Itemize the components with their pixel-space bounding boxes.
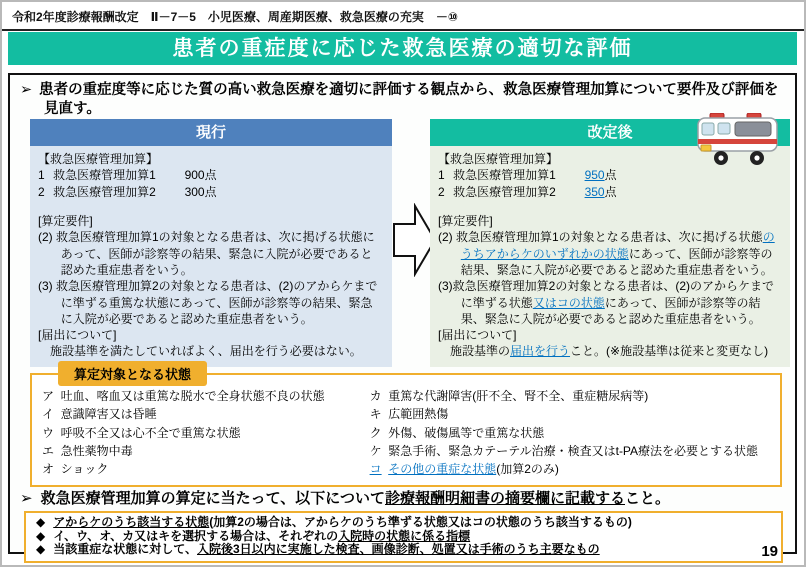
state-ko-highlight: [370, 462, 497, 476]
requirement-3-text: にあって、医師が診察等の結果、緊急に入院が必要であると認めた重症患者をいう。: [460, 295, 761, 326]
intro-bullet: [20, 81, 787, 119]
fee-row: [438, 167, 782, 183]
states-column-right: [370, 387, 770, 479]
notification-title: [届出について]: [38, 328, 117, 343]
fee-points-revised: 950: [584, 168, 605, 183]
record-bullet: [20, 487, 787, 508]
states-columns: [42, 387, 770, 479]
state-key: エ: [42, 444, 55, 459]
record-bullet-underline: 診療報酬明細書の摘要欄に記載する: [384, 490, 625, 507]
spacer: [38, 200, 384, 213]
record-item-post: (加算2の場合は、アからケのうち準ずる状態又はコの状態のうち該当するもの): [209, 515, 632, 529]
state-item: [370, 387, 770, 405]
state-text: 急性薬物中毒: [60, 444, 133, 459]
record-items-box: [24, 511, 783, 563]
ambulance-icon: [697, 113, 779, 167]
fee-no: 2: [38, 184, 45, 199]
revised-panel-body: [430, 146, 790, 367]
record-item-pre: 当該重症な状態に対して、: [53, 542, 197, 557]
state-text: 外傷、破傷風等で重篤な状態: [388, 425, 545, 440]
requirement-3-text: (3)救急医療管理加算2の対象となる患者は、(2)のアからケまでに準ずる状態: [438, 279, 775, 310]
state-ko-suffix: (加算2のみ): [496, 462, 559, 477]
intro-text: 患者の重症度等に応じた質の高い救急医療を適切に評価する観点から、救急医療管理加算について要件及び評価を見直す。: [39, 82, 779, 117]
state-item: [42, 424, 370, 442]
state-key: イ: [42, 407, 55, 422]
state-item: [370, 424, 770, 442]
state-text: 緊急手術、緊急カテーテル治療・検査又はt-PA療法を必要とする状態: [388, 444, 759, 459]
fee-label: 救急医療管理加算1: [53, 168, 156, 183]
current-panel-body: [30, 146, 392, 367]
requirement-2: (2) 救急医療管理加算1の対象となる患者は、次に掲げる状態にあって、医師が診察等の結果、緊急に入院が必要であると認めた重症患者をいう。: [38, 230, 375, 277]
state-item: [370, 405, 770, 423]
record-item: [36, 516, 771, 530]
notification-post: こと。(※施設基準は従来と変更なし): [570, 344, 769, 359]
fee-row: [38, 167, 384, 183]
current-panel-header: 現行: [30, 119, 392, 146]
notification-title: [届出について]: [438, 328, 517, 343]
diamond-icon: ◆: [36, 515, 46, 529]
requirement-3-highlight: 又はコの状態: [532, 295, 605, 310]
document-header: 令和2年度診療報酬改定 Ⅱ－7－5 小児医療、周産期医療、救急医療の充実 －⑩: [12, 10, 459, 24]
state-item: [42, 442, 370, 460]
record-item-underline: 入院時の状態に係る指標: [338, 528, 471, 543]
notification-highlight: 届出を行う: [510, 344, 571, 359]
bullet-arrow-icon: ➢: [20, 490, 33, 507]
state-text: 意識障害又は昏睡: [60, 407, 157, 422]
record-item: [36, 543, 771, 557]
requirement-3: [438, 278, 782, 327]
fee-no: 1: [38, 168, 45, 183]
fee-unit: 点: [204, 184, 217, 199]
header-divider: [2, 29, 804, 31]
diamond-icon: ◆: [36, 528, 46, 543]
fee-no: 1: [438, 168, 445, 183]
fee-unit: 点: [604, 184, 617, 199]
state-text: ショック: [60, 462, 109, 477]
state-item: [370, 442, 770, 460]
fee-points-revised: 350: [584, 184, 605, 199]
state-key: ア: [42, 389, 55, 403]
states-column-left: [42, 387, 370, 479]
state-item: [42, 387, 370, 405]
record-bullet-post: こと。: [625, 490, 671, 507]
state-key: ウ: [42, 425, 55, 440]
notification-text: [438, 343, 782, 359]
fee-unit: 点: [204, 168, 217, 183]
addition-title: 【救急医療管理加算】: [438, 152, 559, 166]
fee-label: 救急医療管理加算2: [53, 184, 156, 199]
fee-row: [438, 184, 782, 200]
requirements-title: [算定要件]: [438, 213, 493, 228]
state-key: ク: [369, 425, 382, 440]
fee-points: 900: [184, 168, 205, 183]
record-item-underline: 入院後3日以内に実施した検査、画像診断、処置又は手術のうち主要なもの: [197, 542, 600, 557]
state-item: [42, 460, 370, 478]
fee-points: 300: [184, 184, 205, 199]
requirement-2: [438, 229, 782, 278]
addition-title: 【救急医療管理加算】: [38, 152, 159, 166]
fee-row: [38, 184, 384, 200]
state-text: 呼吸不全又は心不全で重篤な状態: [60, 425, 241, 440]
fee-label: 救急医療管理加算2: [453, 184, 556, 199]
eligible-states-box: [30, 367, 782, 487]
record-bullet-pre: 救急医療管理加算の算定に当たって、以下について: [40, 490, 385, 507]
fee-label: 救急医療管理加算1: [453, 168, 556, 183]
state-text: 広範囲熱傷: [388, 407, 449, 422]
page-number: 19: [761, 543, 778, 560]
state-key: カ: [369, 389, 382, 403]
requirements-title: [算定要件]: [38, 213, 93, 228]
state-text: 重篤な代謝障害(肝不全、腎不全、重症糖尿病等): [388, 389, 649, 403]
state-item-ko: [370, 460, 770, 478]
spacer: [438, 200, 782, 213]
requirement-2-highlight: のうちアからケのいずれかの状態: [460, 230, 775, 261]
main-content-panel: [8, 73, 797, 557]
fee-unit: 点: [604, 168, 617, 183]
state-key: コ: [369, 462, 382, 477]
state-key: ケ: [369, 444, 382, 459]
bullet-arrow-icon: ➢: [20, 82, 33, 98]
eligible-states-tab: 算定対象となる状態: [58, 361, 207, 386]
diamond-icon: ◆: [36, 542, 46, 557]
requirement-3: (3) 救急医療管理加算2の対象となる患者は、(2)のアからケまでに準ずる重篤な状態にあって、医師が診察等の結果、緊急に入院が必要であると認めた重症患者をいう。: [38, 279, 378, 326]
state-text: 吐血、喀血又は重篤な脱水で全身状態不良の状態: [60, 389, 325, 403]
state-key: オ: [42, 462, 55, 477]
requirement-2-text: にあって、医師が診察等の結果、緊急に入院が必要であると認めた重症患者をいう。: [460, 246, 773, 277]
state-text: その他の重症な状態: [388, 462, 497, 477]
notification-text: 施設基準を満たしていればよく、届出を行う必要はない。: [50, 344, 362, 359]
state-key: キ: [369, 407, 382, 422]
page-title: 患者の重症度に応じた救急医療の適切な評価: [8, 32, 797, 65]
record-item-pre: イ、ウ、オ、カ又はキを選択する場合は、それぞれの: [53, 528, 339, 543]
record-item-underline: アからケのうち該当する状態: [53, 515, 210, 529]
requirement-2-text: (2) 救急医療管理加算1の対象となる患者は、次に掲げる状態: [438, 230, 763, 245]
state-item: [42, 405, 370, 423]
revised-panel-header: 改定後: [430, 119, 790, 146]
fee-no: 2: [438, 184, 445, 199]
notification-pre: 施設基準の: [450, 344, 511, 359]
current-panel: [30, 119, 392, 367]
